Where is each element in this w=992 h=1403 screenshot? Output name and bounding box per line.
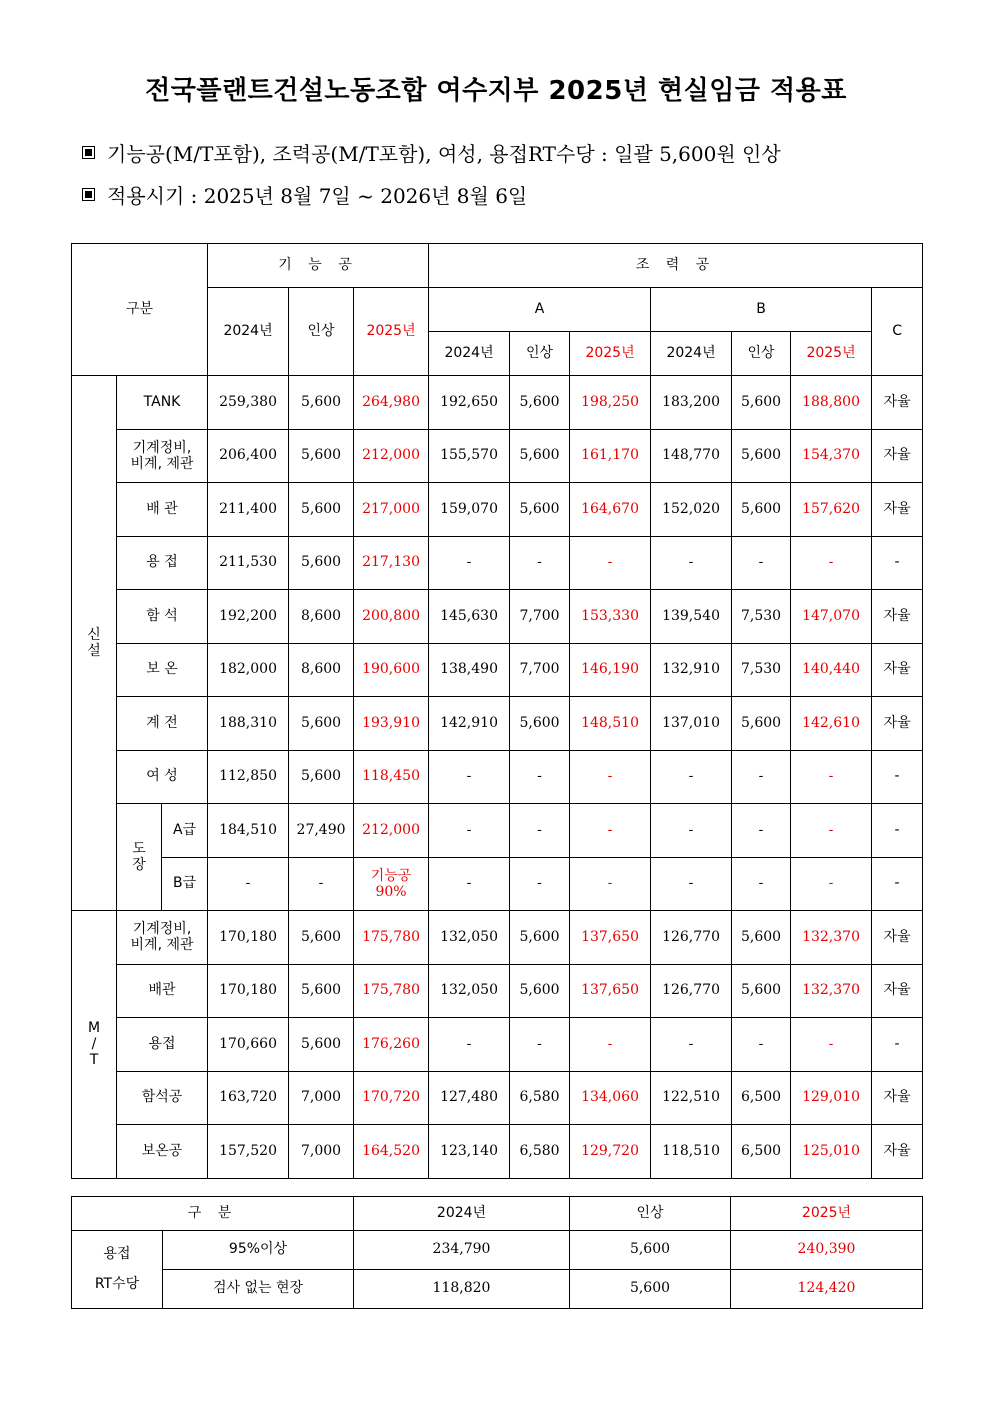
- value-cell: 139,540: [651, 590, 732, 644]
- value-cell: 164,670: [570, 483, 651, 537]
- value-cell: 5,600: [732, 483, 791, 537]
- value-cell: 170,660: [208, 1018, 289, 1072]
- value-cell: 5,600: [289, 483, 354, 537]
- value-cell: 183,200: [651, 376, 732, 430]
- section-new-construction: 신 설: [72, 376, 117, 911]
- header-b-2024: 2024년: [651, 332, 732, 376]
- value-cell: 182,000: [208, 643, 289, 697]
- value-cell: 7,000: [289, 1125, 354, 1179]
- header-a-2025: 2025년: [570, 332, 651, 376]
- note-period: [82, 180, 527, 209]
- value-cell: -: [429, 750, 510, 804]
- value-cell: 164,520: [354, 1125, 429, 1179]
- value-cell: 5,600: [289, 376, 354, 430]
- value-cell: 157,520: [208, 1125, 289, 1179]
- value-cell: 137,650: [570, 964, 651, 1018]
- value-cell: 129,010: [791, 1071, 872, 1125]
- autonomous-cell: -: [872, 1018, 923, 1072]
- autonomous-cell: 자율: [872, 483, 923, 537]
- value-cell: -: [510, 536, 570, 590]
- value-cell: 138,490: [429, 643, 510, 697]
- value-cell: 5,600: [732, 964, 791, 1018]
- header-skilled-2024: 2024년: [208, 288, 289, 376]
- value-cell: 147,070: [791, 590, 872, 644]
- value-cell: -: [651, 804, 732, 858]
- section-maintenance: M / T: [72, 911, 117, 1179]
- value-cell: 5,600: [289, 964, 354, 1018]
- trade-name: 보 온: [117, 643, 208, 697]
- trade-name: 여 성: [117, 750, 208, 804]
- value-cell: 175,780: [354, 911, 429, 965]
- value-cell: 6,580: [510, 1125, 570, 1179]
- value-cell: -: [791, 857, 872, 911]
- value-cell: 145,630: [429, 590, 510, 644]
- value-cell: -: [429, 536, 510, 590]
- value-cell: -: [651, 536, 732, 590]
- value-cell: 118,510: [651, 1125, 732, 1179]
- trade-name: 계 전: [117, 697, 208, 751]
- grade-name: A급: [162, 804, 208, 858]
- table-row: [72, 590, 923, 644]
- autonomous-cell: 자율: [872, 911, 923, 965]
- rt-header-raise: 인상: [570, 1197, 731, 1231]
- value-cell: 188,310: [208, 697, 289, 751]
- rt-row-2024: 118,820: [354, 1270, 570, 1309]
- header-skilled: 기 능 공: [208, 244, 429, 288]
- value-cell: -: [732, 750, 791, 804]
- value-cell: 7,530: [732, 643, 791, 697]
- rt-header-2024: 2024년: [354, 1197, 570, 1231]
- value-cell: 163,720: [208, 1071, 289, 1125]
- value-cell: 5,600: [510, 483, 570, 537]
- value-cell: 5,600: [510, 911, 570, 965]
- wage-table: [71, 243, 923, 1179]
- trade-name: TANK: [117, 376, 208, 430]
- value-cell: -: [208, 857, 289, 911]
- value-cell: -: [510, 804, 570, 858]
- table-row: [72, 697, 923, 751]
- value-cell: 198,250: [570, 376, 651, 430]
- value-cell: 129,720: [570, 1125, 651, 1179]
- page-title: 전국플랜트건설노동조합 여수지부 2025년 현실임금 적용표: [145, 76, 847, 106]
- value-cell: 211,400: [208, 483, 289, 537]
- autonomous-cell: 자율: [872, 590, 923, 644]
- value-cell: -: [732, 804, 791, 858]
- value-cell: 190,600: [354, 643, 429, 697]
- table-row: [72, 1125, 923, 1179]
- trade-name: 함 석: [117, 590, 208, 644]
- table-row: [72, 483, 923, 537]
- value-cell: 155,570: [429, 429, 510, 483]
- value-cell: 134,060: [570, 1071, 651, 1125]
- value-cell: 153,330: [570, 590, 651, 644]
- value-cell: 170,180: [208, 964, 289, 1018]
- autonomous-cell: -: [872, 536, 923, 590]
- value-cell: 212,000: [354, 429, 429, 483]
- value-cell: 217,000: [354, 483, 429, 537]
- table-row: [72, 750, 923, 804]
- table-row: [72, 376, 923, 430]
- value-cell: 142,610: [791, 697, 872, 751]
- value-cell: 170,180: [208, 911, 289, 965]
- value-cell: 137,650: [570, 911, 651, 965]
- rt-row-raise: 5,600: [570, 1231, 731, 1270]
- value-cell: 126,770: [651, 911, 732, 965]
- value-cell: 148,770: [651, 429, 732, 483]
- value-cell: 8,600: [289, 643, 354, 697]
- autonomous-cell: -: [872, 804, 923, 858]
- header-a-raise: 인상: [510, 332, 570, 376]
- value-cell: 7,700: [510, 643, 570, 697]
- rt-row-raise: 5,600: [570, 1270, 731, 1309]
- value-cell: -: [732, 1018, 791, 1072]
- trade-name: 배관: [117, 964, 208, 1018]
- value-cell: 132,050: [429, 911, 510, 965]
- value-cell: 7,000: [289, 1071, 354, 1125]
- table-row: [72, 429, 923, 483]
- value-cell: -: [570, 1018, 651, 1072]
- value-cell: 5,600: [732, 911, 791, 965]
- value-cell: 137,010: [651, 697, 732, 751]
- value-cell: 184,510: [208, 804, 289, 858]
- value-cell: 152,020: [651, 483, 732, 537]
- value-cell: 212,000: [354, 804, 429, 858]
- section-painting: 도 장: [117, 804, 162, 911]
- value-cell: 118,450: [354, 750, 429, 804]
- value-cell: 5,600: [289, 1018, 354, 1072]
- trade-name: 기계정비, 비계, 제관: [117, 911, 208, 965]
- value-cell: 132,050: [429, 964, 510, 1018]
- autonomous-cell: 자율: [872, 1071, 923, 1125]
- rt-allowance-table: [71, 1196, 923, 1309]
- header-group-a: A: [429, 288, 651, 332]
- header-skilled-raise: 인상: [289, 288, 354, 376]
- value-cell: 123,140: [429, 1125, 510, 1179]
- table-row: [72, 536, 923, 590]
- value-cell: 5,600: [289, 536, 354, 590]
- autonomous-cell: -: [872, 857, 923, 911]
- value-cell: 127,480: [429, 1071, 510, 1125]
- value-cell: 5,600: [732, 376, 791, 430]
- value-cell: 148,510: [570, 697, 651, 751]
- autonomous-cell: 자율: [872, 697, 923, 751]
- value-cell: 5,600: [732, 697, 791, 751]
- value-cell: 132,910: [651, 643, 732, 697]
- value-cell: 193,910: [354, 697, 429, 751]
- value-cell: 192,650: [429, 376, 510, 430]
- value-cell: -: [651, 750, 732, 804]
- value-cell: -: [732, 857, 791, 911]
- trade-name: 보온공: [117, 1125, 208, 1179]
- autonomous-cell: 자율: [872, 643, 923, 697]
- table-row: [72, 643, 923, 697]
- grade-name: B급: [162, 857, 208, 911]
- value-cell: 5,600: [510, 376, 570, 430]
- rt-header-category: 구 분: [72, 1197, 354, 1231]
- value-cell: -: [570, 536, 651, 590]
- table-row: [72, 911, 923, 965]
- value-cell: 6,580: [510, 1071, 570, 1125]
- table-row: [72, 1018, 923, 1072]
- value-cell: -: [429, 1018, 510, 1072]
- header-helper: 조 력 공: [429, 244, 923, 288]
- value-cell: 5,600: [289, 697, 354, 751]
- value-cell: 132,370: [791, 964, 872, 1018]
- value-cell: 264,980: [354, 376, 429, 430]
- value-cell: -: [651, 1018, 732, 1072]
- rt-label: 용접 RT수당: [72, 1231, 163, 1309]
- value-cell: 206,400: [208, 429, 289, 483]
- header-a-2024: 2024년: [429, 332, 510, 376]
- value-cell: -: [791, 750, 872, 804]
- rt-row-name: 검사 없는 현장: [163, 1270, 354, 1309]
- square-bullet-icon: [82, 146, 95, 159]
- value-cell: 170,720: [354, 1071, 429, 1125]
- value-cell: 5,600: [289, 429, 354, 483]
- value-cell: 211,530: [208, 536, 289, 590]
- rt-row-2025: 240,390: [731, 1231, 923, 1270]
- value-cell: 125,010: [791, 1125, 872, 1179]
- table-row: [72, 804, 923, 858]
- autonomous-cell: 자율: [872, 1125, 923, 1179]
- table-row: [72, 1071, 923, 1125]
- header-b-2025: 2025년: [791, 332, 872, 376]
- value-cell: 5,600: [510, 964, 570, 1018]
- value-cell: -: [510, 857, 570, 911]
- value-cell: 140,440: [791, 643, 872, 697]
- value-cell: -: [732, 536, 791, 590]
- value-cell: 192,200: [208, 590, 289, 644]
- table-row: [72, 857, 923, 911]
- value-cell: -: [429, 804, 510, 858]
- value-cell: 8,600: [289, 590, 354, 644]
- note-raise: [82, 138, 781, 167]
- value-cell: 7,700: [510, 590, 570, 644]
- trade-name: 용접: [117, 1018, 208, 1072]
- value-cell: 5,600: [510, 429, 570, 483]
- autonomous-cell: 자율: [872, 964, 923, 1018]
- value-cell: 5,600: [732, 429, 791, 483]
- value-cell: 142,910: [429, 697, 510, 751]
- value-cell: 159,070: [429, 483, 510, 537]
- value-cell: -: [570, 750, 651, 804]
- value-cell: 161,170: [570, 429, 651, 483]
- value-cell: -: [289, 857, 354, 911]
- header-b-raise: 인상: [732, 332, 791, 376]
- value-cell: 200,800: [354, 590, 429, 644]
- value-cell: -: [510, 750, 570, 804]
- value-cell: 259,380: [208, 376, 289, 430]
- value-cell: 146,190: [570, 643, 651, 697]
- autonomous-cell: 자율: [872, 429, 923, 483]
- value-cell: 27,490: [289, 804, 354, 858]
- trade-name: 기계정비, 비계, 제관: [117, 429, 208, 483]
- trade-name: 배 관: [117, 483, 208, 537]
- value-cell: 6,500: [732, 1125, 791, 1179]
- value-cell: -: [570, 857, 651, 911]
- value-cell: 175,780: [354, 964, 429, 1018]
- rt-row-2025: 124,420: [731, 1270, 923, 1309]
- value-cell: -: [791, 1018, 872, 1072]
- value-cell: 5,600: [510, 697, 570, 751]
- trade-name: 용 접: [117, 536, 208, 590]
- value-cell: -: [791, 536, 872, 590]
- value-cell: 126,770: [651, 964, 732, 1018]
- value-cell: 157,620: [791, 483, 872, 537]
- value-cell: 188,800: [791, 376, 872, 430]
- value-cell: 7,530: [732, 590, 791, 644]
- header-skilled-2025: 2025년: [354, 288, 429, 376]
- value-cell: 112,850: [208, 750, 289, 804]
- value-cell: 기능공 90%: [354, 857, 429, 911]
- header-category: 구분: [72, 244, 208, 376]
- value-cell: 217,130: [354, 536, 429, 590]
- value-cell: -: [651, 857, 732, 911]
- value-cell: 132,370: [791, 911, 872, 965]
- value-cell: 5,600: [289, 750, 354, 804]
- value-cell: -: [791, 804, 872, 858]
- value-cell: -: [510, 1018, 570, 1072]
- trade-name: 함석공: [117, 1071, 208, 1125]
- table-row: [72, 964, 923, 1018]
- rt-header-2025: 2025년: [731, 1197, 923, 1231]
- note-period-text: 적용시기 : 2025년 8월 7일 ~ 2026년 8월 6일: [107, 184, 528, 208]
- header-group-b: B: [651, 288, 872, 332]
- rt-row-2024: 234,790: [354, 1231, 570, 1270]
- value-cell: 122,510: [651, 1071, 732, 1125]
- value-cell: -: [429, 857, 510, 911]
- value-cell: 5,600: [289, 911, 354, 965]
- autonomous-cell: 자율: [872, 376, 923, 430]
- value-cell: 6,500: [732, 1071, 791, 1125]
- autonomous-cell: -: [872, 750, 923, 804]
- value-cell: 154,370: [791, 429, 872, 483]
- header-group-c: C: [872, 288, 923, 376]
- value-cell: 176,260: [354, 1018, 429, 1072]
- rt-row-name: 95%이상: [163, 1231, 354, 1270]
- note-raise-text: 기능공(M/T포함), 조력공(M/T포함), 여성, 용접RT수당 : 일괄 5,600원 인상: [107, 142, 781, 166]
- value-cell: -: [570, 804, 651, 858]
- square-bullet-icon: [82, 188, 95, 201]
